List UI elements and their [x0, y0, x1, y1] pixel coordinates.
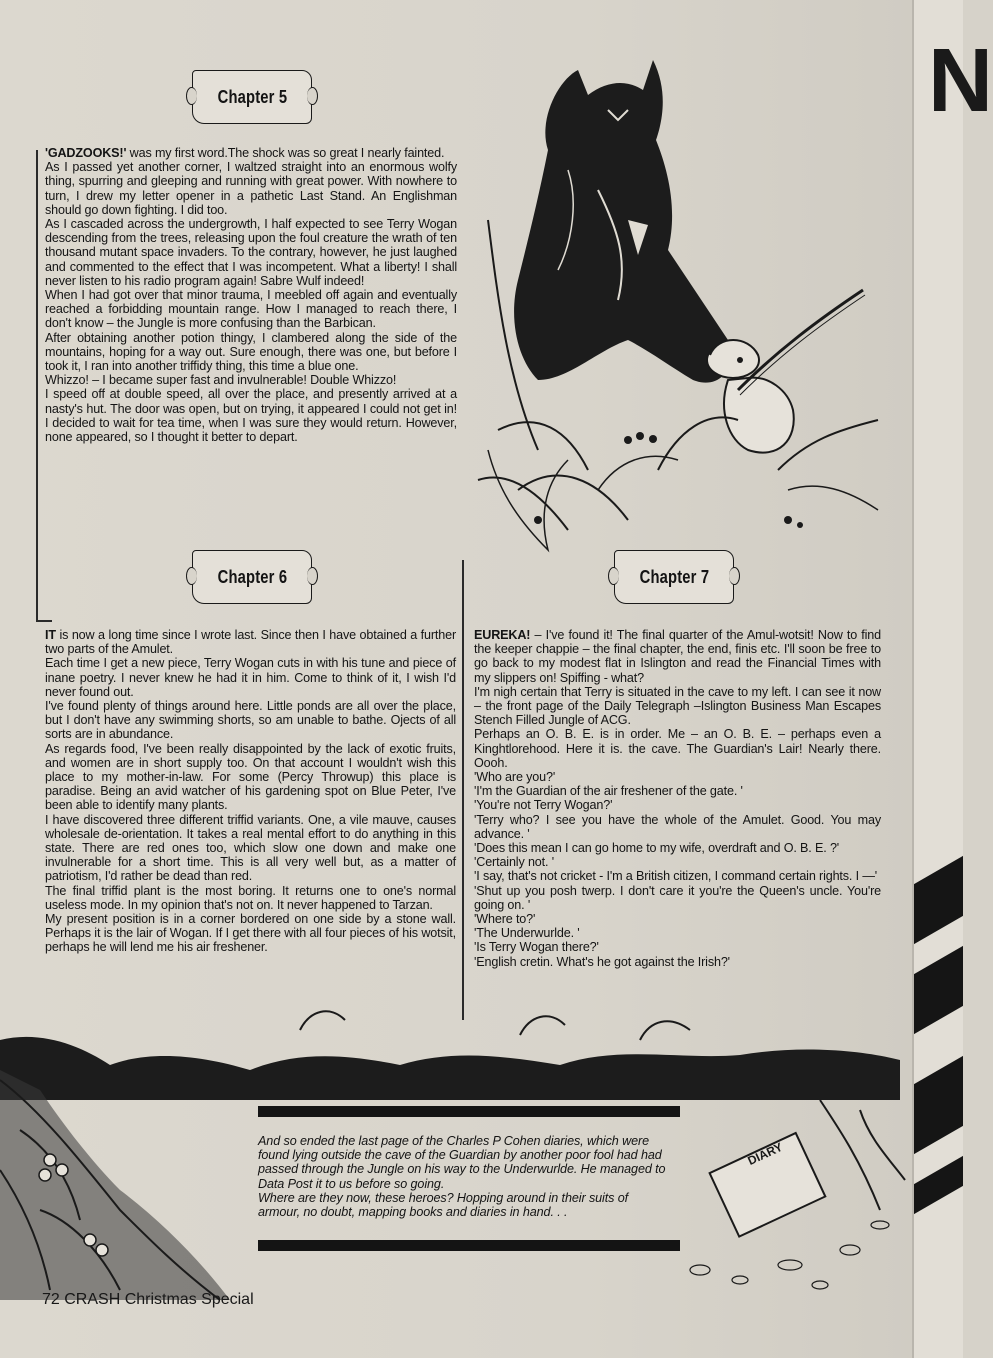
box-top-bar	[258, 1106, 680, 1117]
chapter7-paragraph	[474, 912, 881, 926]
chapter7-paragraph	[474, 955, 881, 969]
chapter5-paragraph-text: After obtaining another potion thingy, I clambered along the side of the mountains, hoping for a way out. Sure enough, there was one, but before I took it, I ran into another triffidy thing, this time a blue one.	[45, 330, 457, 374]
chapter5-paragraph	[45, 146, 457, 160]
chapter5-paragraph-text: As I passed yet another corner, I waltzed straight into an enormous wolfy thing, spurring and gleeping and running with great power. With nowhere to turn, I drew my letter opener in a pathetic Last Stand. An Englishman should go down fighting. I did too.	[45, 160, 457, 217]
chapter6-paragraph-text: Each time I get a new piece, Terry Wogan cuts in with his tune and piece of inane poetry. I never knew he had it in him. Come to think of it, I wish I'd never found out.	[45, 656, 456, 699]
sabre-wulf-illustration	[478, 50, 888, 580]
chapter7-paragraph	[474, 813, 881, 841]
chapter6-paragraph	[45, 884, 456, 912]
chapter7-paragraph	[474, 784, 881, 798]
chapter7-paragraph-text: Perhaps an O. B. E. is in order. Me – an O. B. E. – perhaps even a Kinghtlorehood. Here it is. the cave. The Guardian's Lair! Nearly there. Oooh.	[474, 727, 881, 770]
box-bottom-bar	[258, 1240, 680, 1251]
column-rule-left	[36, 150, 38, 620]
chapter7-paragraph-text: 'English cretin. What's he got against the Irish?'	[474, 954, 730, 969]
chapter6-paragraph	[45, 628, 456, 656]
chapter7-paragraph-text: I'm nigh certain that Terry is situated in the cave to my left. I can see it now – the front page of the Daily Telegraph –Islington Business Man Escapes Stench Filled Jungle of ACG.	[474, 684, 881, 728]
chapter7-paragraph	[474, 926, 881, 940]
chapter7-paragraph	[474, 727, 881, 770]
chapter5-paragraph	[45, 373, 457, 387]
chapter6-lead-word: IT	[45, 628, 56, 642]
chapter7-paragraph-text: 'Is Terry Wogan there?'	[474, 940, 599, 955]
chapter-7-text	[474, 628, 881, 969]
chapter-6-heading	[192, 550, 312, 604]
chapter5-paragraph-text: Whizzo! – I became super fast and invulnerable! Double Whizzo!	[45, 373, 397, 388]
chapter7-paragraph-text: – I've found it! The final quarter of the Amul-wotsit! Now to find the keeper chappie – the final chapter, the end, finis etc. I'll soon be free to go back to my modest flat in Islington and read the Financial Times with my slippers on! Spiffing - what?	[474, 628, 881, 685]
chapter5-paragraph-text: As I cascaded across the undergrowth, I half expected to see Terry Wogan descending from the trees, releasing upon the foul creature the wrath of ten thousand mutant space invaders. To the contrary, however, he just laughed and commented to the effect that I was incompetent. What a liberty! I shall never listen to his radio program again! Sabre Wulf indeed!	[45, 217, 457, 288]
chapter5-paragraph	[45, 160, 457, 217]
chapter5-paragraph-text: When I had got over that minor trauma, I meebled off again and eventually reached a forbidding mountain range. How I managed to reach there, I don't know – the Jungle is more confusing than the Barbican.	[45, 288, 457, 331]
chapter6-paragraph-text: As regards food, I've been really disappointed by the lack of exotic fruits, and women are in short supply too. On that account I wouldn't wish this place to my mother-in-law. For some (Percy Throwup) this place is paradise. Being an avid watcher of his gardening spot on Blue Peter, I've been able to identify many plants.	[45, 741, 456, 813]
chapter-5-heading-text: Chapter 5	[217, 86, 287, 107]
chapter7-paragraph	[474, 884, 881, 912]
chapter6-paragraph	[45, 813, 456, 884]
page-footer: 72 CRASH Christmas Special	[42, 1291, 254, 1308]
chapter7-paragraph-text: 'Certainly not. '	[474, 855, 554, 870]
chapter6-paragraph	[45, 699, 456, 742]
chapter-7-heading-text: Chapter 7	[639, 566, 709, 587]
chapter6-paragraph	[45, 742, 456, 813]
chapter7-paragraph-text: 'I say, that's not cricket - I'm a British citizen, I command certain rights. I —'	[474, 869, 878, 884]
chapter5-paragraph	[45, 217, 457, 288]
rule-tick	[36, 620, 52, 622]
chapter5-paragraph-text: I speed off at double speed, all over the place, and presently arrived at a nasty's hut. The door was open, but on trying, it appeared I could not get in! I decided to wait for tea time, when I was sure they would return. However, none appeared, so I thought it better to depart.	[45, 387, 457, 445]
chapter7-paragraph	[474, 770, 881, 784]
adjacent-page-edge	[912, 0, 963, 1358]
chapter7-lead-word: EUREKA!	[474, 628, 531, 642]
chapter7-paragraph	[474, 685, 881, 728]
chapter5-paragraph	[45, 288, 457, 331]
chapter-6-text	[45, 628, 456, 955]
closing-paragraph-1: And so ended the last page of the Charles P Cohen diaries, which were found lying outside the cave of the Guardian by another poor fool had had passed through the Jungle on his way to the Underwurlde. He managed to Data Post it to us before so going.	[258, 1134, 666, 1191]
chapter6-paragraph-text: The final triffid plant is the most boring. It returns one to one's normal useless mode. In my opinion that's not on. It never happened to Tarzan.	[45, 883, 456, 912]
chapter7-paragraph-text: 'Where to?'	[474, 912, 536, 927]
chapter5-paragraph	[45, 387, 457, 444]
chapter6-paragraph-text: My present position is in a corner bordered on one side by a stone wall. Perhaps it is the lair of Wogan. If I get there with all four pieces of his wotsit, perhaps he will lend me his air freshener.	[45, 912, 456, 955]
chapter5-paragraph	[45, 331, 457, 374]
chapter7-paragraph-text: 'Who are you?'	[474, 770, 556, 785]
chapter7-paragraph	[474, 798, 881, 812]
chapter-7-heading	[614, 550, 734, 604]
chapter7-paragraph-text: 'Shut up you posh twerp. I don't care it you're the Queen's uncle. You're going on. '	[474, 883, 881, 912]
chapter6-paragraph	[45, 656, 456, 699]
chapter7-paragraph-text: 'I'm the Guardian of the air freshener of the gate. '	[474, 784, 743, 799]
chapter7-paragraph-text: 'The Underwurlde. '	[474, 926, 580, 941]
chapter6-paragraph-text: I've found plenty of things around here. Little ponds are all over the place, but I don't have any swimming shorts, so am unable to bathe. Ojects of all sorts are in abundance.	[45, 699, 456, 742]
chapter7-paragraph	[474, 855, 881, 869]
closing-paragraph-2: Where are they now, these heroes? Hopping around in their suits of armour, no doubt, mapping books and diaries in hand. . .	[258, 1190, 629, 1220]
chapter7-paragraph	[474, 869, 881, 883]
chapter-5-text	[45, 146, 457, 444]
chapter7-paragraph-text: 'You're not Terry Wogan?'	[474, 798, 613, 813]
chapter7-paragraph	[474, 940, 881, 954]
chapter5-paragraph-text: was my first word.The shock was so great I nearly fainted.	[126, 146, 445, 160]
chapter7-paragraph-text: 'Does this mean I can go home to my wife, overdraft and O. B. E. ?'	[474, 841, 840, 856]
chapter5-lead-word: 'GADZOOKS!'	[45, 146, 127, 160]
column-rule-center	[462, 560, 464, 1020]
closing-note	[258, 1134, 670, 1219]
chapter-5-heading	[192, 70, 312, 124]
chapter7-paragraph	[474, 628, 881, 685]
chapter6-paragraph-text: is now a long time since I wrote last. Since then I have obtained a further two parts of the Amulet.	[45, 628, 456, 657]
chapter7-paragraph	[474, 841, 881, 855]
diary-label: DIARY	[745, 1139, 785, 1169]
adjacent-page-letter: N	[928, 31, 993, 131]
chapter-6-heading-text: Chapter 6	[217, 566, 287, 587]
chapter6-paragraph-text: I have discovered three different triffid variants. One, a vile mauve, causes wholesale de-orientation. It takes a real mental effort to do anything in this state. There are red ones too, which slow one down and make one invulnerable for a short time. This is all very well but, as a matter of patriotism, I'd rather be dead than red.	[45, 812, 456, 884]
chapter7-paragraph-text: 'Terry who? I see you have the whole of the Amulet. Good. You may advance. '	[474, 812, 881, 841]
chapter6-paragraph	[45, 912, 456, 955]
